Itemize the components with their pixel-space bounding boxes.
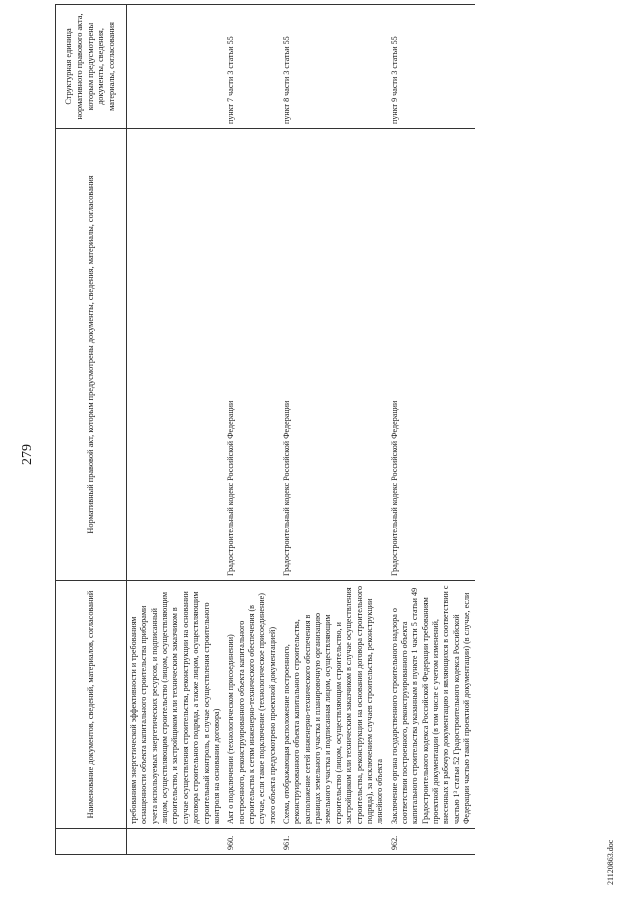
requirements-table bbox=[55, 4, 475, 855]
header-name: Наименование документов, сведений, материалов, согласований bbox=[56, 581, 127, 829]
cell-number: 962. bbox=[388, 829, 475, 855]
cell-unit: пункт 7 части 3 статьи 55 bbox=[224, 5, 280, 129]
table-row-continuation bbox=[127, 5, 225, 855]
cell-act: Градостроительный кодекс Российской Федерации bbox=[280, 129, 388, 581]
cell-unit: пункт 9 части 3 статьи 55 bbox=[388, 5, 475, 129]
page-number: 279 bbox=[20, 444, 35, 465]
table-header-row bbox=[56, 5, 127, 855]
cell-name: требованиям энергетической эффективности и требованиям оснащенности объекта капитального строительства приборами учета используемых энергетических ресурсов, и подписанный лицом, осуществляющим строительство (лицом, осуществляющим строительство, и застройщиком или техническим заказчиком в случае осуществления строительства, реконструкции на основании договора строительного подряда, а также лицом, осуществляющим строительный контроль, в случае осуществления строительного контроля на основании договора) bbox=[127, 581, 225, 829]
table-row bbox=[280, 5, 388, 855]
cell-number bbox=[127, 829, 225, 855]
cell-name: Заключение органа государственного строительного надзора о соответствии построенного, реконструированного объекта капитального строительства указанным в пункте 1 части 5 статьи 49 Градостроительного кодекса Российской Федерации требованиям проектной документации (в том числе с учетом изменений, внесенных в рабочую документацию и являющихся в соответствии с частью 1³ статьи 52 Градостроительного кодекса Российской Федерации частью такой проектной документации) (в случае, если bbox=[388, 581, 475, 829]
cell-act: Градостроительный кодекс Российской Федерации bbox=[388, 129, 475, 581]
cell-unit bbox=[127, 5, 225, 129]
table-row bbox=[224, 5, 280, 855]
header-unit: Структурная единица нормативного правового акта, которым предусмотрены документы, сведения, материалы, согласования bbox=[56, 5, 127, 129]
table-row bbox=[388, 5, 475, 855]
document-footer: 21120863.doc bbox=[606, 839, 615, 885]
header-act: Нормативный правовой акт, которым предусмотрены документы, сведения, материалы, согласования bbox=[56, 129, 127, 581]
cell-number: 961. bbox=[280, 829, 388, 855]
cell-act bbox=[127, 129, 225, 581]
cell-unit: пункт 8 части 3 статьи 55 bbox=[280, 5, 388, 129]
cell-name: Акт о подключении (технологическом присоединении) построенного, реконструированного объекта капитального строительства к сетям инженерно-технического обеспечения (в случае, если такое подключение (технологическое присоединение) этого объекта предусмотрено проектной документацией) bbox=[224, 581, 280, 829]
cell-name: Схема, отображающая расположение построенного, реконструированного объекта капитального строительства, расположение сетей инженерно-технического обеспечения в границах земельного участка и планировочную организацию земельного участка и подписанная лицом, осуществляющим строительство (лицом, осуществляющим строительство, и застройщиком или техническим заказчиком в случае осуществления строительства, реконструкции на основании договора строительного подряда), за исключением случаев строительства, реконструкции линейного объекта bbox=[280, 581, 388, 829]
cell-act: Градостроительный кодекс Российской Федерации bbox=[224, 129, 280, 581]
header-number bbox=[56, 829, 127, 855]
cell-number: 960. bbox=[224, 829, 280, 855]
